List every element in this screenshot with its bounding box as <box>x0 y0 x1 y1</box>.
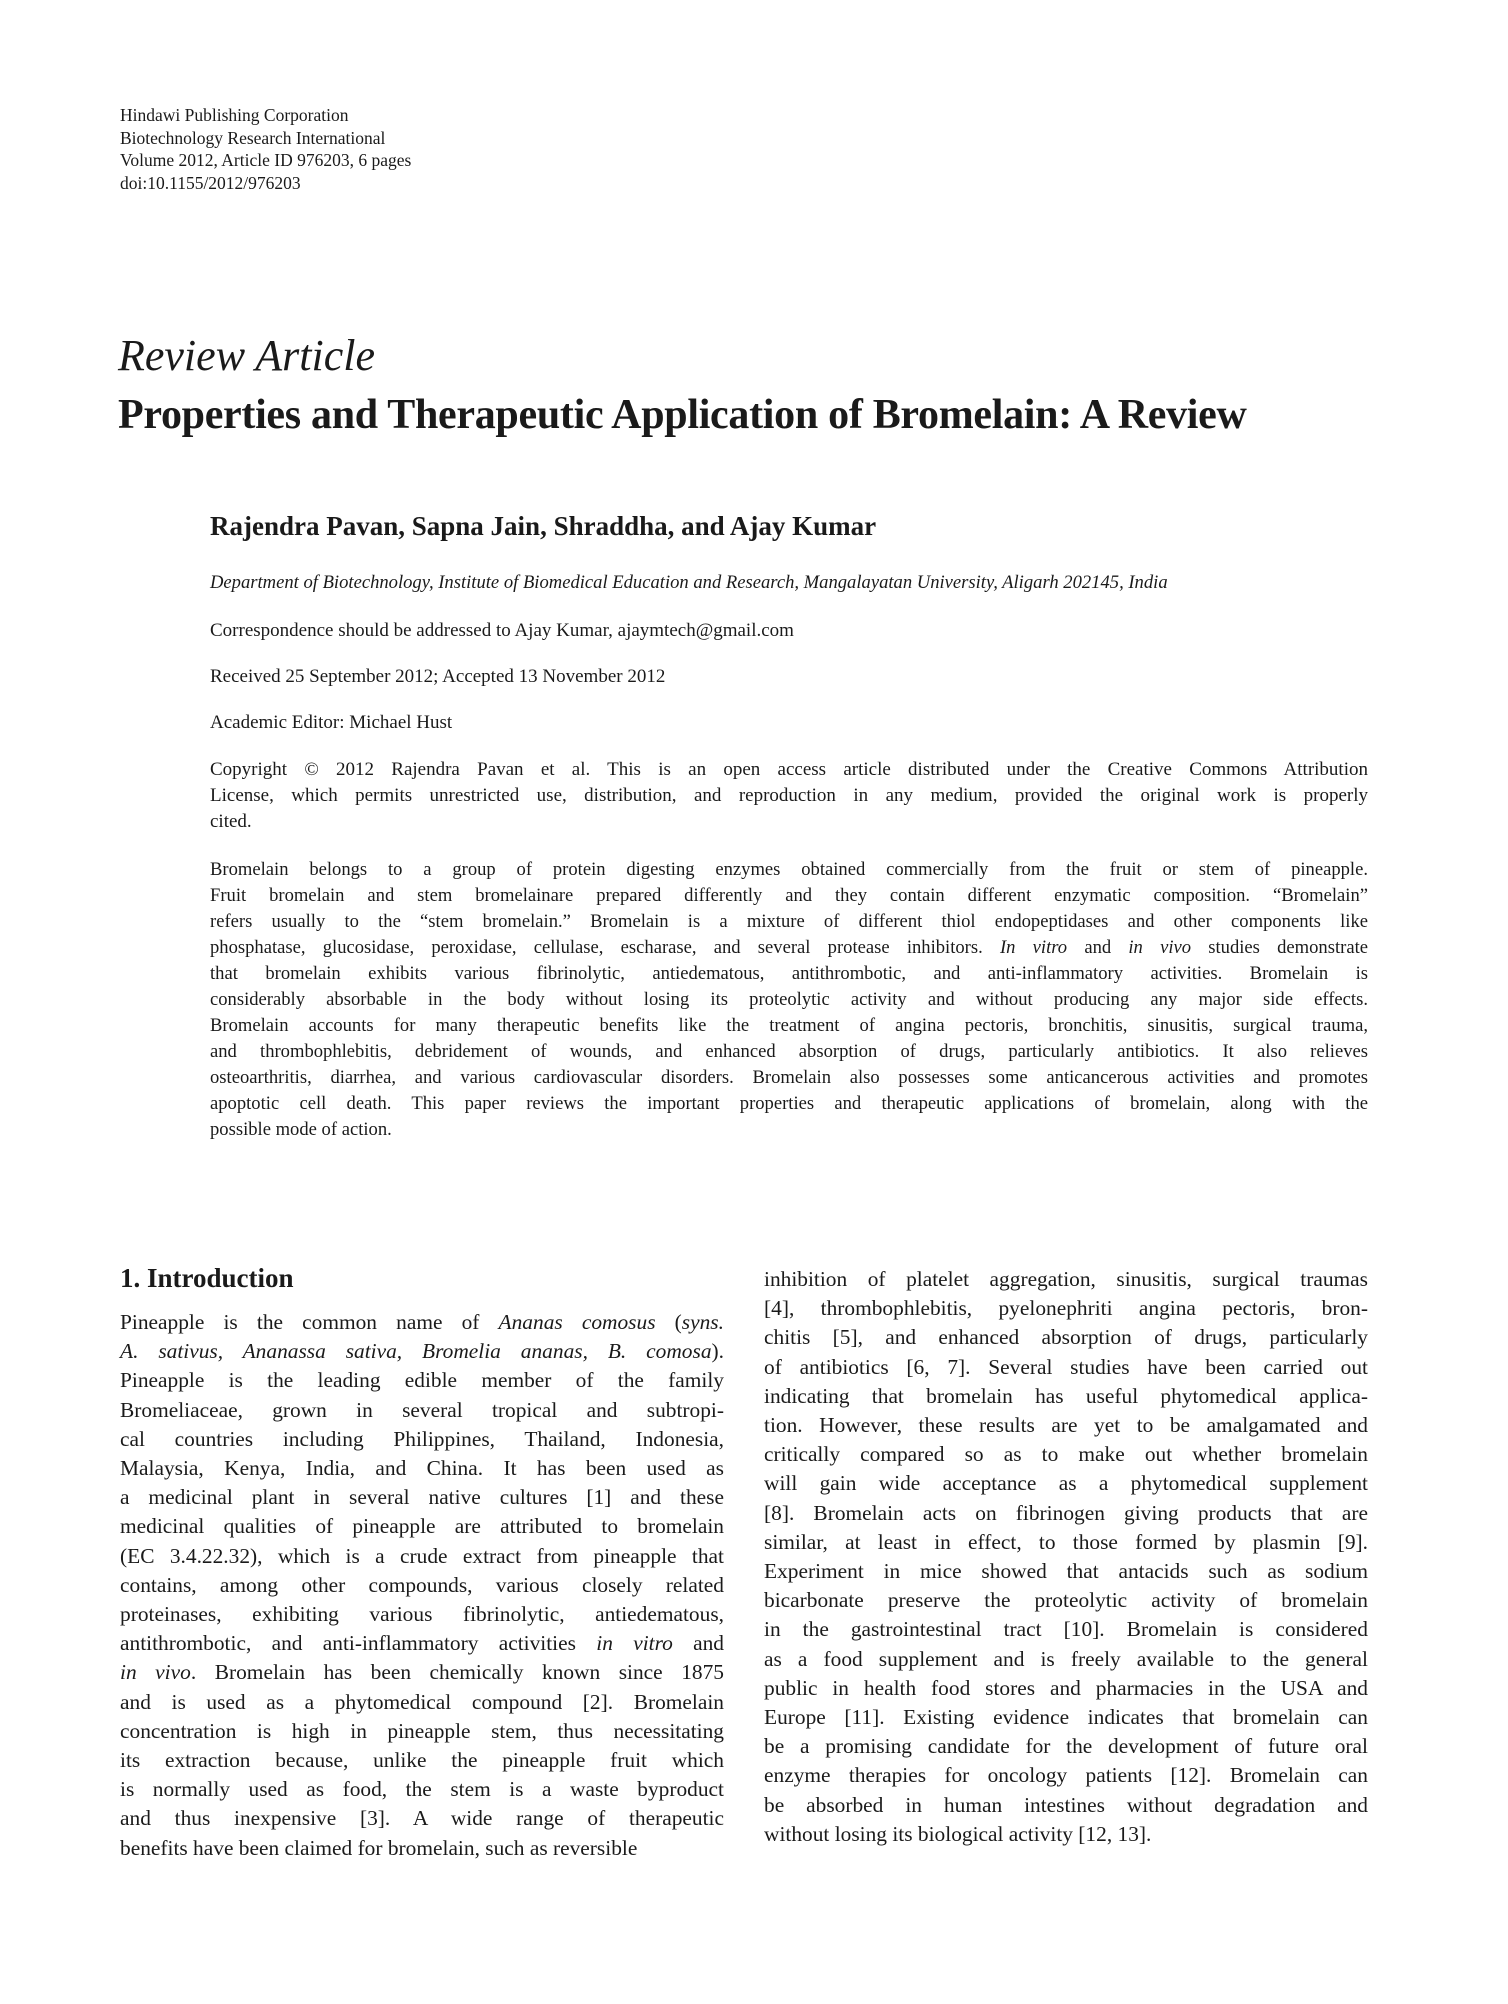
doi: doi:10.1155/2012/976203 <box>120 172 301 193</box>
body-text-line: indicating that bromelain has useful phytomedical applica- <box>764 1383 1368 1408</box>
body-text-line: in the gastrointestinal tract [10]. Bromelain is considered <box>764 1617 1368 1642</box>
body-text-line: A. sativus, Ananassa sativa, Bromelia ananas, B. comosa). <box>120 1339 724 1364</box>
body-text-line: benefits have been claimed for bromelain, such as reversible <box>120 1835 638 1860</box>
body-text-line: medicinal qualities of pineapple are attributed to bromelain <box>120 1514 724 1539</box>
abstract-line: apoptotic cell death. This paper reviews the important properties and therapeutic applications of bromelain, along with the <box>210 1093 1368 1114</box>
body-text-line: similar, at least in effect, to those formed by plasmin [9]. <box>764 1529 1368 1554</box>
body-text-line: cal countries including Philippines, Thailand, Indonesia, <box>120 1426 724 1451</box>
body-text-line: Pineapple is the leading edible member of the family <box>120 1368 724 1393</box>
body-text-line: in vivo. Bromelain has been chemically known since 1875 <box>120 1660 725 1685</box>
body-text-line: Europe [11]. Existing evidence indicates that bromelain can <box>764 1705 1368 1730</box>
body-text-line: public in health food stores and pharmacies in the USA and <box>764 1675 1368 1700</box>
abstract-line: possible mode of action. <box>210 1119 392 1140</box>
body-text-line: of antibiotics [6, 7]. Several studies have been carried out <box>764 1354 1368 1379</box>
author-list: Rajendra Pavan, Sapna Jain, Shraddha, and Ajay Kumar <box>210 511 877 541</box>
abstract-line: and thrombophlebitis, debridement of wounds, and enhanced absorption of drugs, particularly antibiotics. It also relieves <box>210 1041 1368 1062</box>
publisher-name: Hindawi Publishing Corporation <box>120 105 349 125</box>
body-text-line: will gain wide acceptance as a phytomedical supplement <box>764 1471 1368 1496</box>
body-text-line: [8]. Bromelain acts on fibrinogen giving products that are <box>764 1500 1368 1525</box>
article-type: Review Article <box>118 331 375 380</box>
abstract-line: Fruit bromelain and stem bromelainare prepared differently and they contain different enzymatic composition. “Bromelain” <box>210 885 1368 906</box>
body-text-line: is normally used as food, the stem is a waste byproduct <box>120 1777 724 1802</box>
body-text-line: [4], thrombophlebitis, pyelonephriti angina pectoris, bron- <box>764 1296 1368 1321</box>
copyright-line: cited. <box>210 811 252 832</box>
body-text-line: critically compared so as to make out whether bromelain <box>764 1442 1368 1467</box>
body-text-line: a medicinal plant in several native cultures [1] and these <box>120 1485 724 1510</box>
abstract-line: considerably absorbable in the body without losing its proteolytic activity and without producing any major side effects. <box>210 989 1368 1010</box>
abstract-line: phosphatase, glucosidase, peroxidase, cellulase, escharase, and several protease inhibitors. In vitro and in vivo studies demonstrate <box>210 937 1368 958</box>
body-text-line: inhibition of platelet aggregation, sinusitis, surgical traumas <box>764 1267 1368 1291</box>
journal-header <box>120 104 411 194</box>
right-column-text <box>764 1265 1368 1849</box>
body-text-line: and thus inexpensive [3]. A wide range of therapeutic <box>120 1806 724 1831</box>
journal-name: Biotechnology Research International <box>120 127 386 148</box>
body-text-line: without losing its biological activity [12, 13]. <box>764 1821 1152 1846</box>
body-text-line: bicarbonate preserve the proteolytic activity of bromelain <box>764 1588 1368 1613</box>
body-text-line: be a promising candidate for the development of future oral <box>764 1734 1368 1759</box>
volume-info: Volume 2012, Article ID 976203, 6 pages <box>120 150 412 170</box>
body-text-line: contains, among other compounds, various closely related <box>120 1572 724 1597</box>
abstract-line: osteoarthritis, diarrhea, and various cardiovascular disorders. Bromelain also possesses some anticancerous activities and promotes <box>210 1067 1368 1088</box>
left-column-text <box>120 1308 724 1863</box>
body-text-line: concentration is high in pineapple stem, thus necessitating <box>120 1718 724 1743</box>
abstract-line: Bromelain accounts for many therapeutic benefits like the treatment of angina pectoris, bronchitis, sinusitis, surgical trauma, <box>210 1015 1368 1036</box>
abstract-line: Bromelain belongs to a group of protein digesting enzymes obtained commercially from the fruit or stem of pineapple. <box>210 859 1368 880</box>
affiliation: Department of Biotechnology, Institute of Biomedical Education and Research, Mangalayatan University, Aligarh 202145, India <box>210 572 1168 593</box>
body-text-line: enzyme therapies for oncology patients [12]. Bromelain can <box>764 1763 1368 1788</box>
body-text-line: tion. However, these results are yet to be amalgamated and <box>764 1413 1368 1438</box>
article-title: Properties and Therapeutic Application of Bromelain: A Review <box>118 392 1247 438</box>
body-text-line: proteinases, exhibiting various fibrinolytic, antiedematous, <box>120 1602 724 1627</box>
correspondence: Correspondence should be addressed to Ajay Kumar, ajaymtech@gmail.com <box>210 620 794 641</box>
copyright-line: Copyright © 2012 Rajendra Pavan et al. This is an open access article distributed under the Creative Commons Attribution <box>210 759 1368 780</box>
received-accepted-dates: Received 25 September 2012; Accepted 13 November 2012 <box>210 666 666 687</box>
body-text-line: Malaysia, Kenya, India, and China. It has been used as <box>120 1456 724 1481</box>
body-text-line: Bromeliaceae, grown in several tropical and subtropi- <box>120 1397 724 1422</box>
body-text-line: Pineapple is the common name of Ananas comosus (syns. <box>120 1310 724 1334</box>
body-text-line: as a food supplement and is freely available to the general <box>764 1646 1368 1671</box>
body-text-line: and is used as a phytomedical compound [2]. Bromelain <box>120 1689 724 1714</box>
body-text-line: be absorbed in human intestines without degradation and <box>764 1792 1368 1817</box>
abstract <box>210 857 1368 1143</box>
body-text-line: chitis [5], and enhanced absorption of drugs, particularly <box>764 1325 1368 1350</box>
abstract-line: refers usually to the “stem bromelain.” Bromelain is a mixture of different thiol endopeptidases and other components like <box>210 911 1368 932</box>
body-text-line: antithrombotic, and anti-inflammatory activities in vitro and <box>120 1631 725 1656</box>
body-text-line: Experiment in mice showed that antacids such as sodium <box>764 1559 1368 1584</box>
section-heading: 1. Introduction <box>120 1263 294 1293</box>
body-text-line: (EC 3.4.22.32), which is a crude extract from pineapple that <box>120 1543 724 1568</box>
abstract-line: that bromelain exhibits various fibrinolytic, antiedematous, antithrombotic, and anti-inflammatory activities. Bromelain is <box>210 963 1368 984</box>
body-text-line: its extraction because, unlike the pineapple fruit which <box>120 1748 724 1773</box>
copyright-line: License, which permits unrestricted use, distribution, and reproduction in any medium, provided the original work is properly <box>210 785 1368 806</box>
copyright-notice <box>210 757 1368 835</box>
academic-editor: Academic Editor: Michael Hust <box>210 712 453 733</box>
